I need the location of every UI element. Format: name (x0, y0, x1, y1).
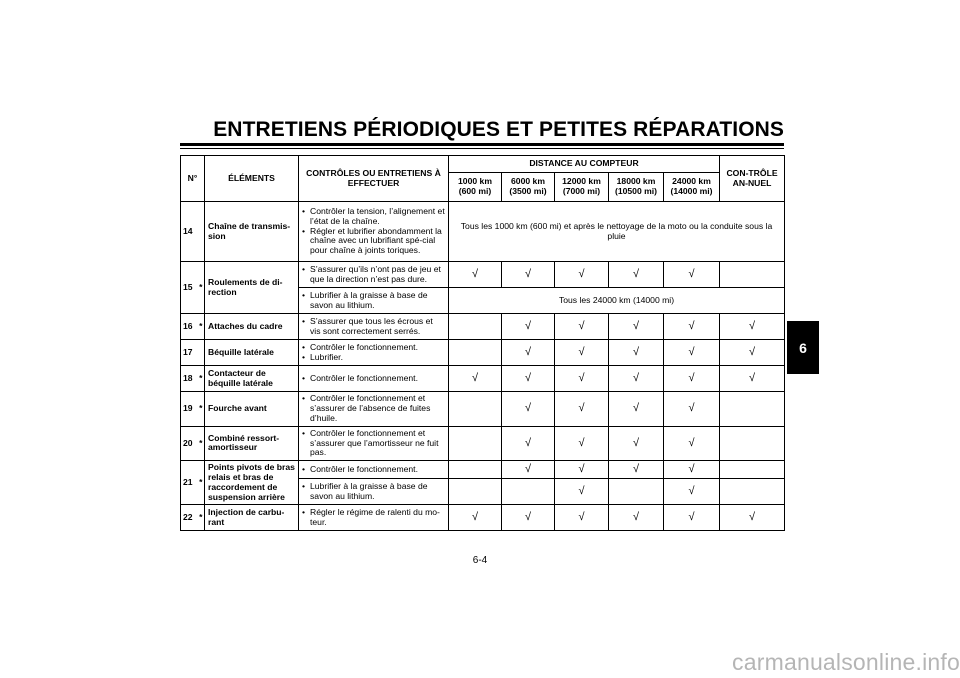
control-description (299, 314, 449, 340)
item-number: 19 (181, 392, 198, 427)
check-mark: √ (609, 314, 664, 340)
header-km-5: 24000 km (14000 mi) (664, 173, 720, 202)
check-mark: √ (664, 479, 720, 505)
check-mark: √ (555, 461, 609, 479)
control-description (299, 202, 449, 262)
element-name: Combiné ressort-amortisseur (205, 426, 299, 461)
control-description (299, 505, 449, 531)
control-description (299, 288, 449, 314)
check-mark: √ (502, 314, 555, 340)
check-mark: √ (664, 262, 720, 288)
check-mark: √ (664, 505, 720, 531)
check-mark: √ (555, 426, 609, 461)
maintenance-table (180, 155, 785, 531)
interval-note: Tous les 24000 km (14000 mi) (449, 288, 785, 314)
check-mark: √ (609, 366, 664, 392)
check-mark: √ (609, 426, 664, 461)
check-mark: √ (664, 366, 720, 392)
empty-cell (609, 479, 664, 505)
item-number: 22 (181, 505, 198, 531)
table-row (181, 340, 785, 366)
interval-note: Tous les 1000 km (600 mi) et après le nettoyage de la moto ou la conduite sous la pluie (449, 202, 785, 262)
control-item: • S’assurer qu’ils n’ont pas de jeu et que la direction n’est pas dure. (302, 265, 445, 285)
check-mark: √ (664, 314, 720, 340)
dealer-asterisk: * (198, 262, 205, 314)
item-number: 18 (181, 366, 198, 392)
item-number: 16 (181, 314, 198, 340)
header-annual: CON-TRÔLE AN-NUEL (720, 156, 785, 202)
check-mark: √ (720, 505, 785, 531)
element-name: Points pivots de bras relais et bras de raccordement de suspension arrière (205, 461, 299, 505)
element-name: Fourche avant (205, 392, 299, 427)
check-mark: √ (664, 392, 720, 427)
watermark: carmanualsonline.info (732, 649, 960, 675)
check-mark: √ (449, 505, 502, 531)
empty-cell (449, 479, 502, 505)
control-description (299, 262, 449, 288)
check-mark: √ (609, 340, 664, 366)
check-mark: √ (555, 262, 609, 288)
check-mark: √ (609, 461, 664, 479)
check-mark: √ (720, 314, 785, 340)
element-name: Béquille latérale (205, 340, 299, 366)
control-item: • Contrôler le fonctionnement. (302, 343, 445, 353)
check-mark: √ (449, 366, 502, 392)
dealer-asterisk: * (198, 314, 205, 340)
element-name: Roulements de di-rection (205, 262, 299, 314)
dealer-asterisk: * (198, 461, 205, 505)
check-mark: √ (502, 262, 555, 288)
header-controls: CONTRÔLES OU ENTRETIENS À EFFECTUER (299, 156, 449, 202)
check-mark: √ (502, 366, 555, 392)
item-number: 15 (181, 262, 198, 314)
control-description (299, 426, 449, 461)
title-rule-thick (180, 143, 784, 146)
control-description (299, 461, 449, 479)
check-mark: √ (502, 340, 555, 366)
empty-cell (502, 479, 555, 505)
control-item: • Régler le régime de ralenti du mo-teur. (302, 508, 445, 528)
check-mark: √ (449, 262, 502, 288)
empty-cell (449, 461, 502, 479)
check-mark: √ (555, 366, 609, 392)
header-km-1: 1000 km (600 mi) (449, 173, 502, 202)
header-km-3: 12000 km (7000 mi) (555, 173, 609, 202)
dealer-asterisk: * (198, 505, 205, 531)
control-item: • Contrôler le fonctionnement et s’assurer que l’amortisseur ne fuit pas. (302, 429, 445, 459)
check-mark: √ (555, 340, 609, 366)
control-item: • Lubrifier à la graisse à base de savon au lithium. (302, 291, 445, 311)
check-mark: √ (555, 314, 609, 340)
empty-cell (449, 392, 502, 427)
check-mark: √ (720, 340, 785, 366)
dealer-asterisk: * (198, 392, 205, 427)
check-mark: √ (502, 505, 555, 531)
check-mark: √ (502, 461, 555, 479)
empty-cell (720, 392, 785, 427)
check-mark: √ (555, 479, 609, 505)
table-row (181, 202, 785, 262)
header-distance: DISTANCE AU COMPTEUR (449, 156, 720, 173)
control-item: • Contrôler le fonctionnement. (302, 374, 445, 384)
check-mark: √ (502, 392, 555, 427)
control-description (299, 366, 449, 392)
element-name: Attaches du cadre (205, 314, 299, 340)
dealer-asterisk (198, 340, 205, 366)
header-elements: ÉLÉMENTS (205, 156, 299, 202)
control-item: • S’assurer que tous les écrous et vis sont correctement serrés. (302, 317, 445, 337)
check-mark: √ (609, 392, 664, 427)
control-description (299, 340, 449, 366)
dealer-asterisk (198, 202, 205, 262)
empty-cell (449, 426, 502, 461)
check-mark: √ (609, 262, 664, 288)
empty-cell (720, 262, 785, 288)
header-km-4: 18000 km (10500 mi) (609, 173, 664, 202)
empty-cell (720, 479, 785, 505)
element-name: Injection de carbu-rant (205, 505, 299, 531)
element-name: Contacteur de béquille latérale (205, 366, 299, 392)
title-rule-thin (180, 148, 784, 149)
element-name: Chaîne de transmis-sion (205, 202, 299, 262)
item-number: 21 (181, 461, 198, 505)
control-item: • Contrôler le fonctionnement et s’assurer de l’absence de fuites d’huile. (302, 394, 445, 424)
header-no: N° (181, 156, 205, 202)
table-row (181, 505, 785, 531)
table-row (181, 366, 785, 392)
item-number: 17 (181, 340, 198, 366)
chapter-tab: 6 (787, 321, 819, 374)
table-row (181, 392, 785, 427)
page-title: ENTRETIENS PÉRIODIQUES ET PETITES RÉPARATIONS (213, 118, 784, 141)
table-row (181, 262, 785, 288)
control-item: • Lubrifier à la graisse à base de savon au lithium. (302, 482, 445, 502)
check-mark: √ (664, 426, 720, 461)
empty-cell (720, 426, 785, 461)
control-item: • Contrôler le fonctionnement. (302, 465, 445, 475)
control-description (299, 479, 449, 505)
check-mark: √ (664, 461, 720, 479)
empty-cell (449, 314, 502, 340)
control-item: • Lubrifier. (302, 353, 445, 363)
dealer-asterisk: * (198, 366, 205, 392)
table-row (181, 426, 785, 461)
item-number: 14 (181, 202, 198, 262)
dealer-asterisk: * (198, 426, 205, 461)
empty-cell (720, 461, 785, 479)
table-row (181, 314, 785, 340)
check-mark: √ (609, 505, 664, 531)
item-number: 20 (181, 426, 198, 461)
table-row (181, 461, 785, 479)
control-description (299, 392, 449, 427)
check-mark: √ (720, 366, 785, 392)
control-item: • Régler et lubrifier abondamment la chaîne avec un lubrifiant spé-cial pour chaîne à joints toriques. (302, 227, 445, 257)
check-mark: √ (555, 392, 609, 427)
header-km-2: 6000 km (3500 mi) (502, 173, 555, 202)
control-item: • Contrôler la tension, l’alignement et l’état de la chaîne. (302, 207, 445, 227)
check-mark: √ (502, 426, 555, 461)
check-mark: √ (555, 505, 609, 531)
page-number: 6-4 (472, 555, 488, 566)
check-mark: √ (664, 340, 720, 366)
empty-cell (449, 340, 502, 366)
